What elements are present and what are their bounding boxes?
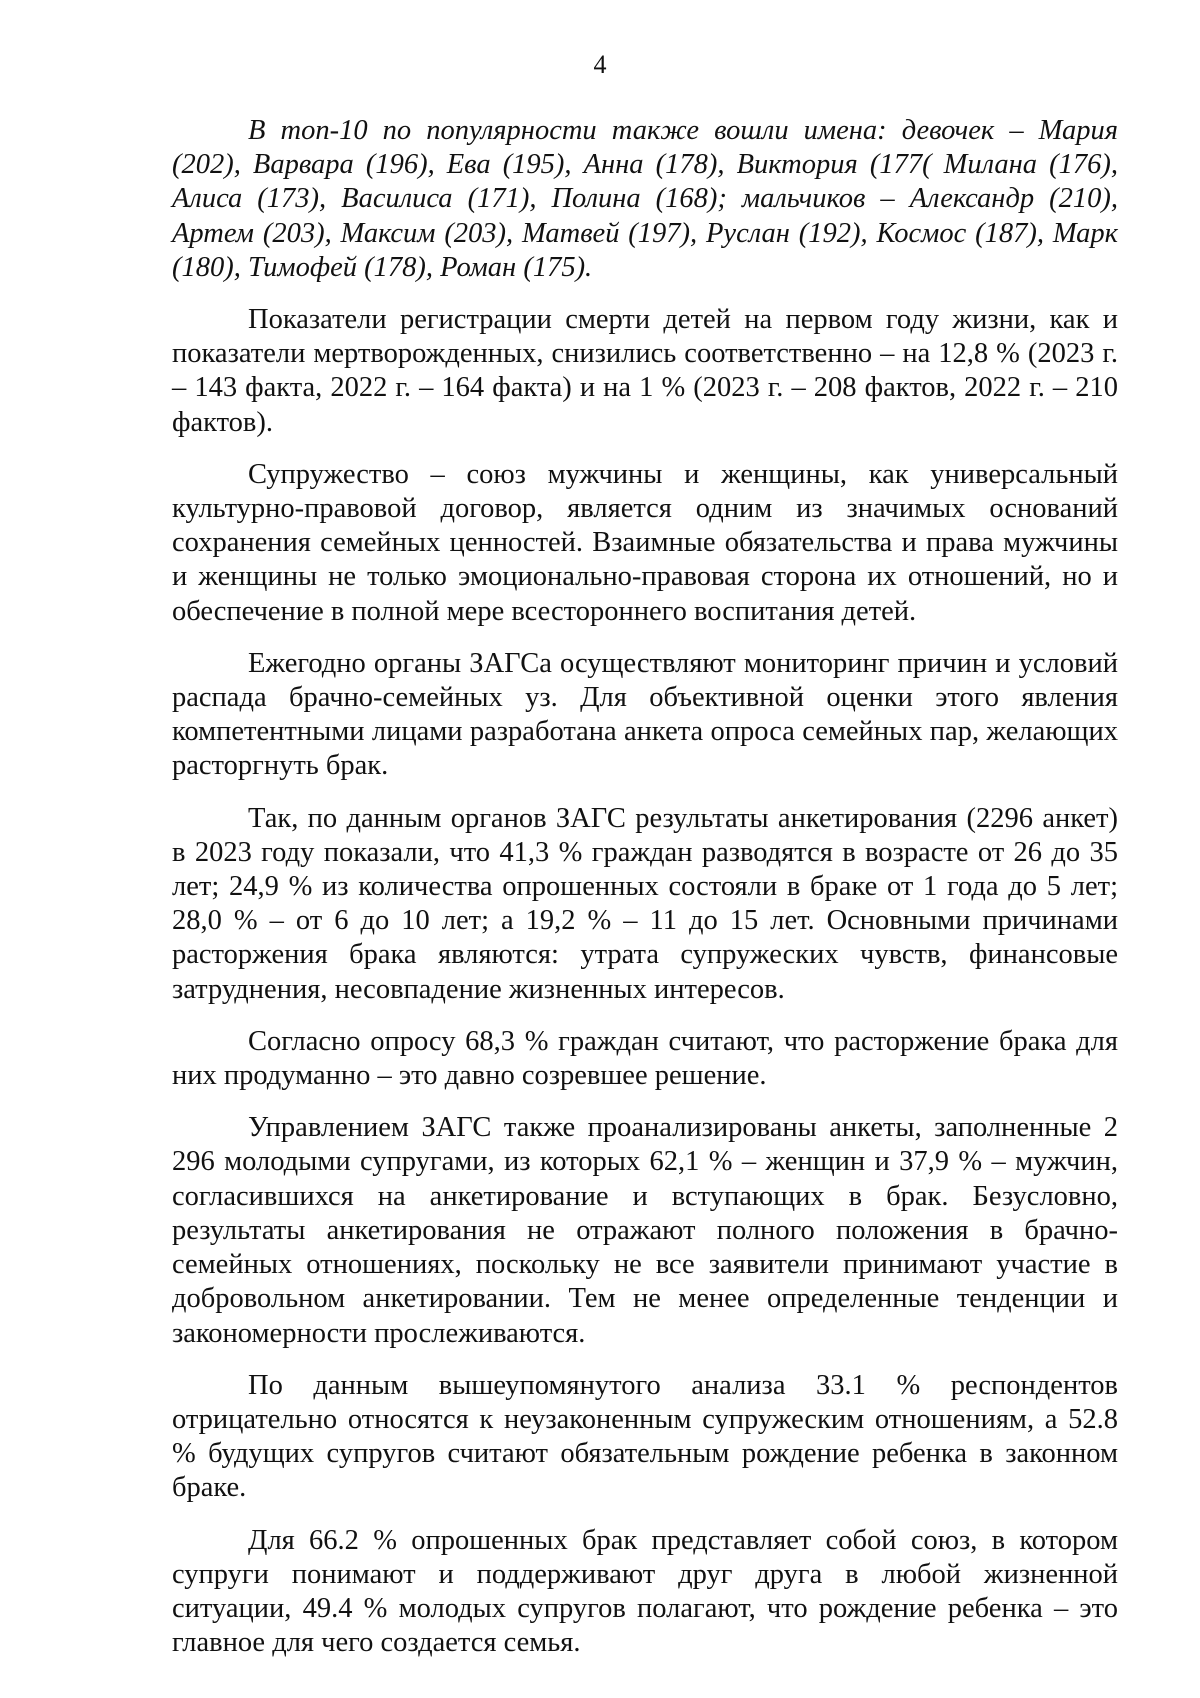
paragraph-newlywed-survey: Управлением ЗАГС также проанализированы анкеты, заполненные 2 296 молодыми супругами, из которых 62,1 % – женщин и 37,9 % – мужчин, согласившихся на анкетирование и вступающих в брак. Безусловно, результаты анкетирования не отражают полного положения в брачно-семейных отношениях, поскольку не все заявители принимают участие в добровольном анкетировании. Тем не менее определенные тенденции и закономерности прослеживаются. [172, 1112, 1118, 1349]
paragraph-infant-mortality: Показатели регистрации смерти детей на первом году жизни, как и показатели мертворожденных, снизились соответственно – на 12,8 % (2023 г. – 143 факта, 2022 г. – 164 факта) и на 1 % (2023 г. – 208 фактов, 2022 г. – 210 фактов). [172, 304, 1118, 438]
paragraph-attitudes: По данным вышеупомянутого анализа 33.1 % респондентов отрицательно относятся к неузаконенным супружеским отношениям, а 52.8 % будущих супругов считают обязательным рождение ребенка в законном браке. [172, 1369, 1118, 1504]
paragraph-top-names: В топ-10 по популярности также вошли имена: девочек – Мария (202), Варвара (196), Ева (195), Анна (178), Виктория (177( Милана (176), Алиса (173), Василиса (171), Полина (168); мальчиков – Александр (210), Артем (203), Максим (203), Матвей (197), Руслан (192), Космос (187), Марк (180), Тимофей (178), Роман (175). [172, 115, 1118, 283]
page-number: 4 [593, 50, 607, 79]
paragraph-family-values: Для 66.2 % опрошенных брак представляет собой союз, в котором супруги понимают и поддерживают друг друга в любой жизненной ситуации, 49.4 % молодых супругов полагают, что рождение ребенка – это главное для чего создается семья. [172, 1524, 1118, 1659]
document-body [172, 114, 1118, 1678]
paragraph-divorce-decision: Согласно опросу 68,3 % граждан считают, что расторжение брака для них продуманно – это давно созревшее решение. [172, 1025, 1118, 1092]
paragraph-divorce-monitoring: Ежегодно органы ЗАГСа осуществляют мониторинг причин и условий распада брачно-семейных уз. Для объективной оценки этого явления компетентными лицами разработана анкета опроса семейных пар, желающих расторгнуть брак. [172, 647, 1118, 782]
paragraph-divorce-survey-results: Так, по данным органов ЗАГС результаты анкетирования (2296 анкет) в 2023 году показали, что 41,3 % граждан разводятся в возрасте от 26 до 35 лет; 24,9 % из количества опрошенных состояли в браке от 1 года до 5 лет; 28,0 % – от 6 до 10 лет; а 19,2 % – 11 до 15 лет. Основными причинами расторжения брака являются: утрата супружеских чувств, финансовые затруднения, несовпадение жизненных интересов. [172, 802, 1118, 1005]
paragraph-marriage-definition: Супружество – союз мужчины и женщины, как универсальный культурно-правовой договор, является одним из значимых оснований сохранения семейных ценностей. Взаимные обязательства и права мужчины и женщины не только эмоционально-правовая сторона их отношений, но и обеспечение в полной мере всестороннего воспитания детей. [172, 458, 1118, 627]
